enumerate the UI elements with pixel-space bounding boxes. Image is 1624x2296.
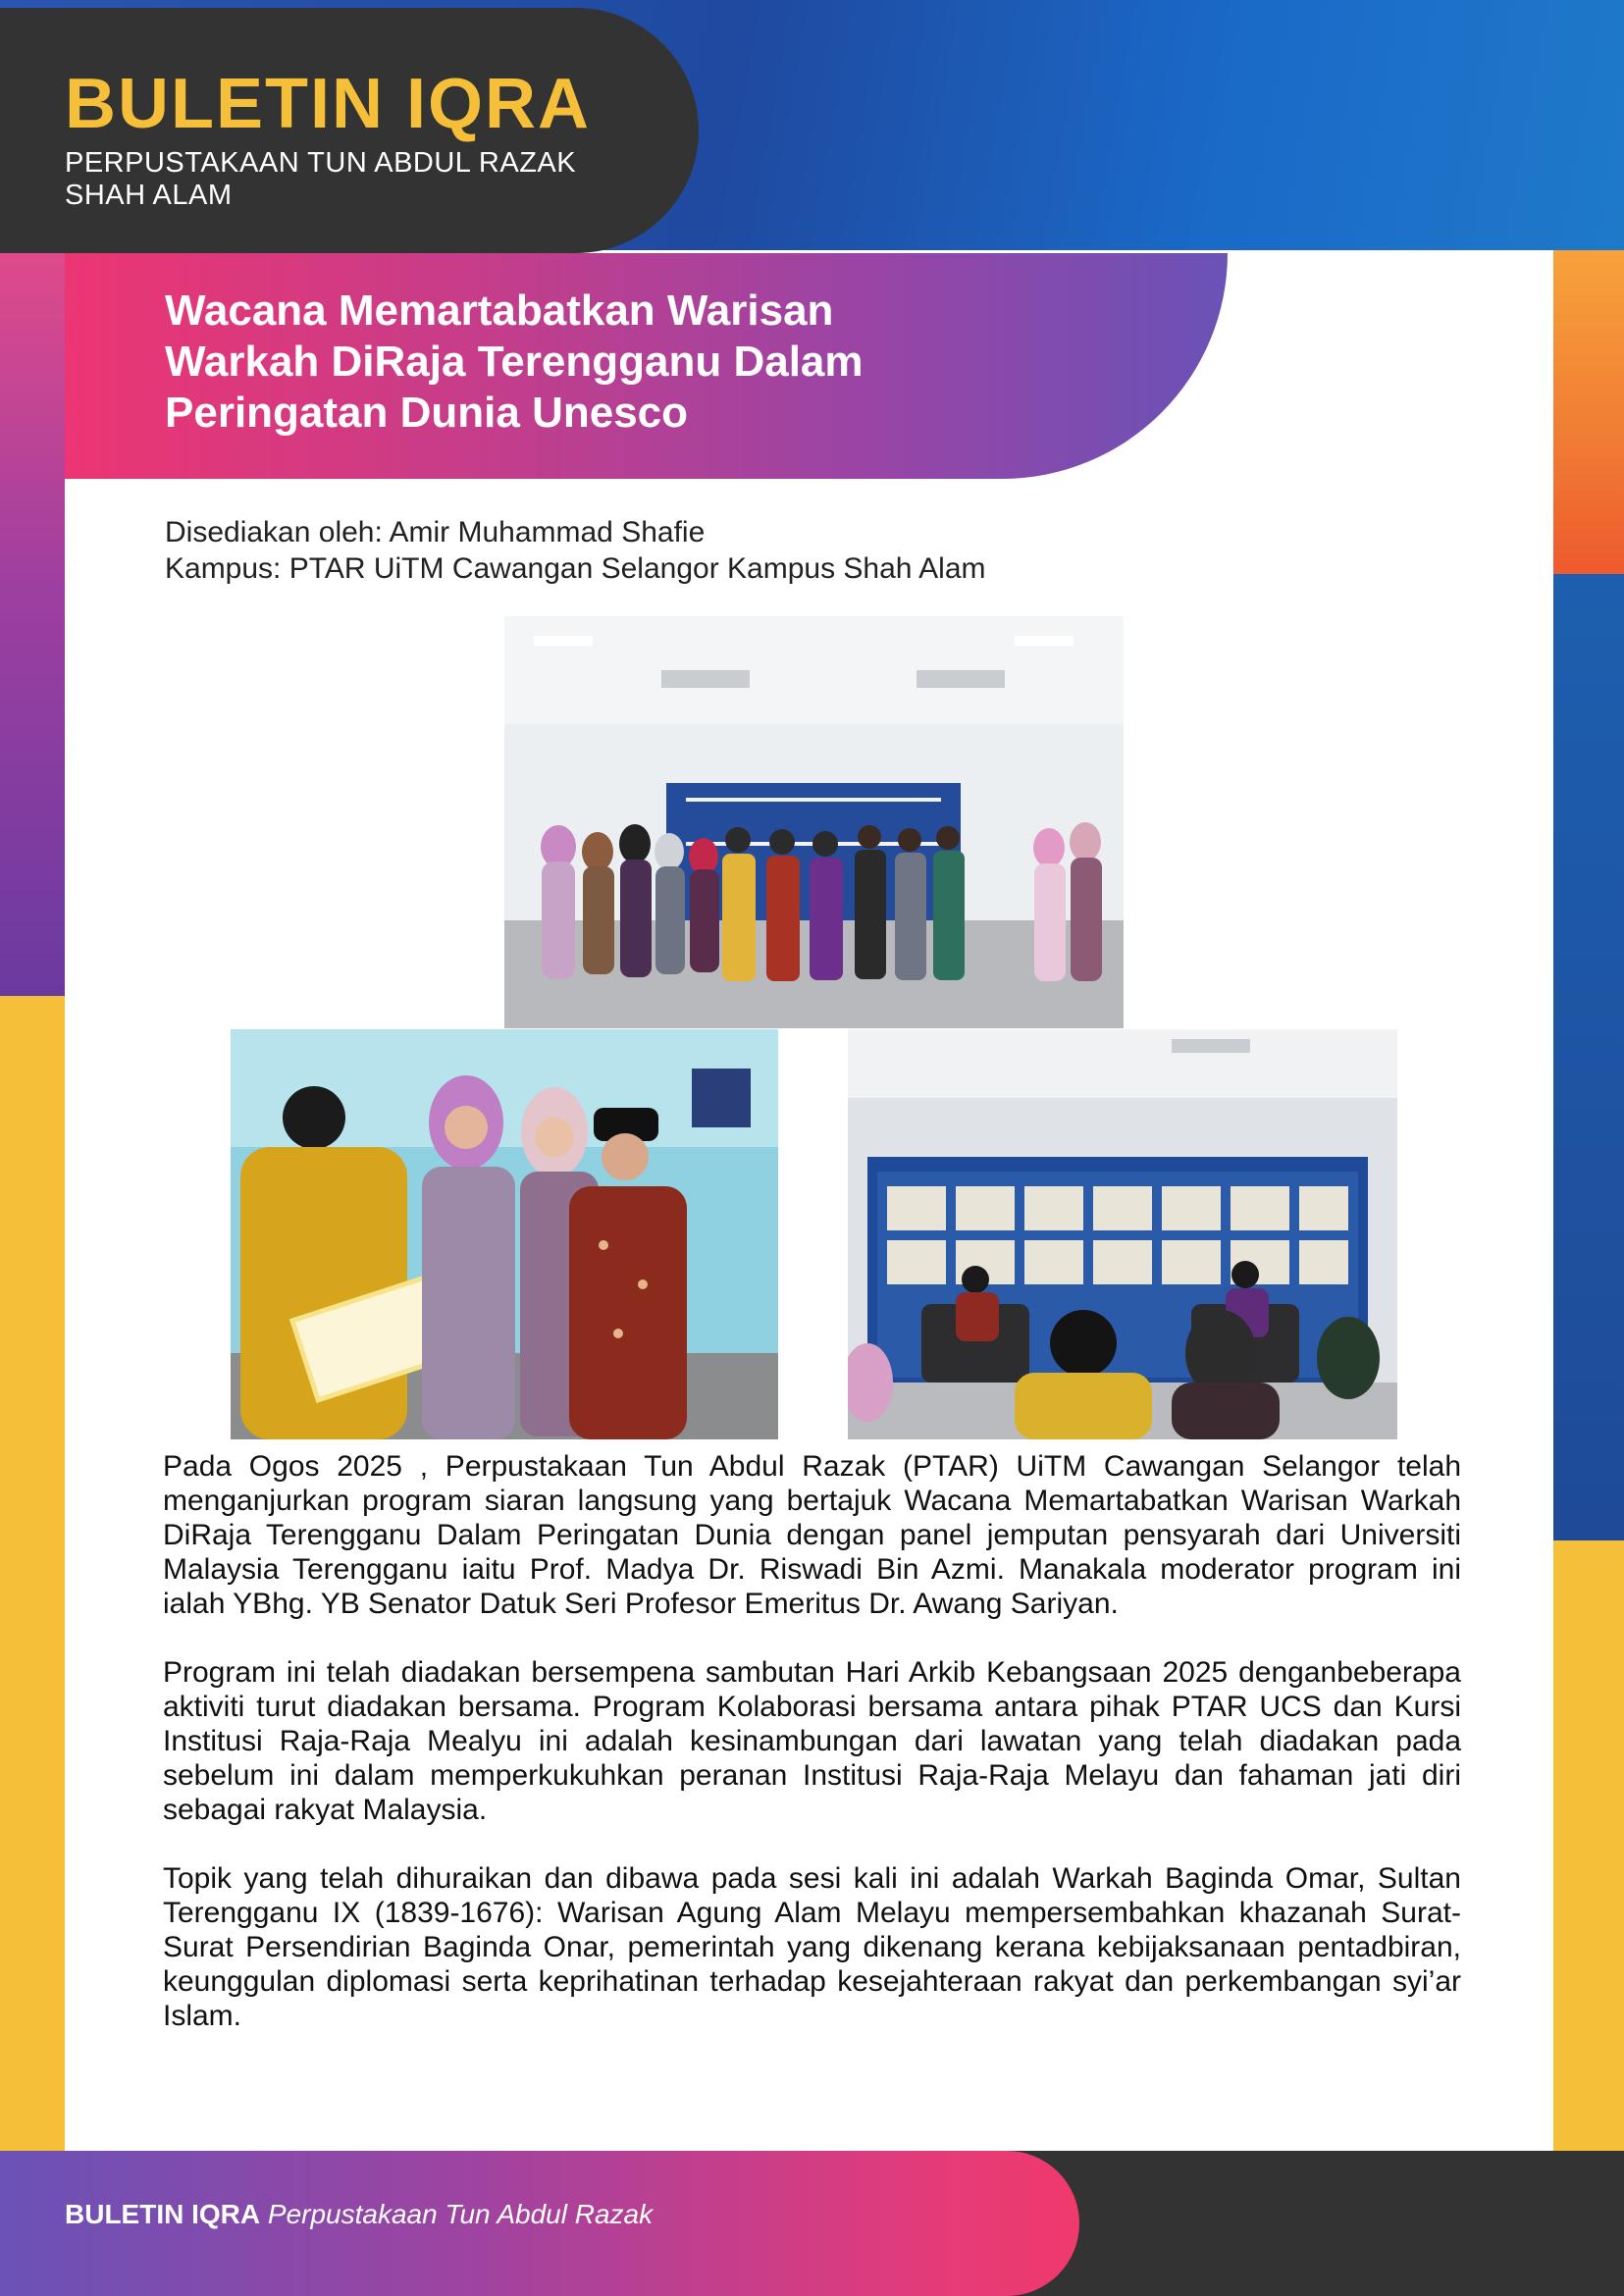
right-border-blue (1553, 574, 1624, 1540)
manuscript-viewing-photo (231, 1029, 778, 1439)
campus: Kampus: PTAR UiTM Cawangan Selangor Kampus Shah Alam (165, 552, 986, 585)
byline (165, 514, 986, 587)
article-title-line2: Warkah DiRaja Terengganu Dalam (165, 338, 864, 386)
right-border-yellow (1553, 1540, 1624, 2154)
article-body (163, 1449, 1461, 2067)
body-paragraph: Topik yang telah dihuraikan dan dibawa pada sesi kali ini adalah Warkah Baginda Omar, Sultan Terengganu IX (1839-1676): Warisan Agung Alam Melayu mempersembahkan khazanah Surat-Surat Persendirian Baginda Onar, pemerintah yang dikenang kerana kebijaksanaan pentadbiran, keunggulan diplomasi serta keprihatinan terhadap kesejahteraan rakyat dan perkembangan syi’ar Islam. (163, 1862, 1461, 2032)
masthead-title: BULETIN IQRA (65, 65, 591, 143)
article-title (165, 286, 1146, 439)
masthead-subtitle (65, 147, 654, 212)
left-border-gradient (0, 250, 65, 996)
footer-text (65, 2199, 653, 2230)
article-title-line1: Wacana Memartabatkan Warisan (165, 287, 834, 335)
group-photo (504, 616, 1124, 1028)
masthead-subtitle-line1: PERPUSTAKAAN TUN ABDUL RAZAK (65, 147, 577, 179)
panel-session-photo (848, 1029, 1397, 1439)
footer-brand: BULETIN IQRA (65, 2199, 261, 2229)
footer-library: Perpustakaan Tun Abdul Razak (267, 2199, 654, 2229)
prepared-by: Disediakan oleh: Amir Muhammad Shafie (165, 516, 706, 548)
left-border-yellow (0, 996, 65, 2154)
body-paragraph: Program ini telah diadakan bersempena sambutan Hari Arkib Kebangsaan 2025 denganbeberapa aktiviti turut diadakan bersama. Program Kolaborasi bersama antara pihak PTAR UCS dan Kursi Institusi Raja-Raja Mealyu ini adalah kesinambungan dari lawatan yang telah diadakan pada sebelum ini dalam memperkukuhkan peranan Institusi Raja-Raja Melayu dan fahaman jati diri sebagai rakyat Malaysia. (163, 1656, 1461, 1826)
body-paragraph: Pada Ogos 2025 , Perpustakaan Tun Abdul Razak (PTAR) UiTM Cawangan Selangor telah menganjurkan program siaran langsung yang bertajuk Wacana Memartabatkan Warisan Warkah DiRaja Terengganu Dalam Peringatan Dunia dengan panel jemputan pensyarah dari Universiti Malaysia Terengganu iaitu Prof. Madya Dr. Riswadi Bin Azmi. Manakala moderator program ini ialah YBhg. YB Senator Datuk Seri Profesor Emeritus Dr. Awang Sariyan. (163, 1450, 1461, 1620)
right-border-orange (1553, 250, 1624, 574)
article-title-line3: Peringatan Dunia Unesco (165, 389, 689, 437)
masthead-subtitle-line2: SHAH ALAM (65, 180, 233, 211)
